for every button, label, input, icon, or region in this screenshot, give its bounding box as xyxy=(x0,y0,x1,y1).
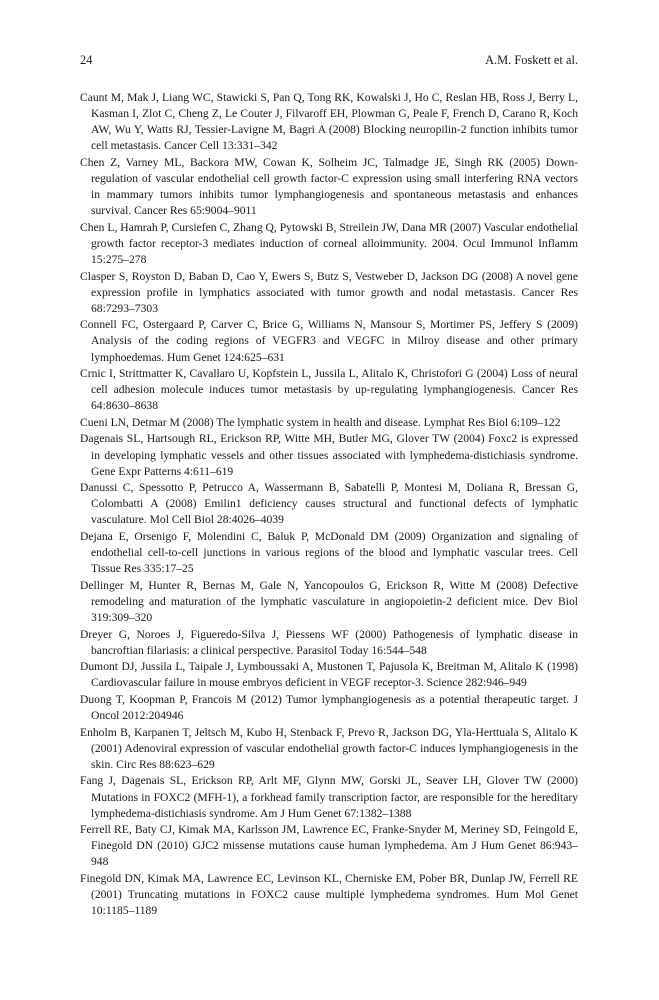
page-number: 24 xyxy=(80,53,93,67)
reference-entry: Caunt M, Mak J, Liang WC, Stawicki S, Pan Q, Tong RK, Kowalski J, Ho C, Reslan HB, Ross J, Berry L, Kasman I, Zlot C, Cheng Z, Le Couter J, Filvaroff EH, Plowman G, Peale F, French D, Carano R, Koch AW, Wu Y, Watts RJ, Tessier-Lavigne M, Bagri A (2008) Blocking neuropilin-2 function inhibits tumor cell metastasis. Cancer Cell 13:331–342 xyxy=(80,91,578,153)
reference-entry: Clasper S, Royston D, Baban D, Cao Y, Ewers S, Butz S, Vestweber D, Jackson DG (2008) A novel gene expression profile in lymphatics associated with tumor growth and nodal metastasis. Cancer Res 68:7293–7303 xyxy=(80,269,578,315)
reference-entry: Finegold DN, Kimak MA, Lawrence EC, Levinson KL, Cherniske EM, Pober BR, Dunlap JW, Ferrell RE (2001) Truncating mutations in FOXC2 cause multiple lymphedema syndromes. Hum Mol Genet 10:1185–1189 xyxy=(80,872,578,918)
reference-list xyxy=(80,90,578,920)
reference-entry: Connell FC, Ostergaard P, Carver C, Brice G, Williams N, Mansour S, Mortimer PS, Jeffery S (2009) Analysis of the coding regions of VEGFR3 and VEGFC in Milroy disease and other primary lymphoedemas. Hum Genet 124:625–631 xyxy=(80,318,578,364)
reference-entry: Chen L, Hamrah P, Cursiefen C, Zhang Q, Pytowski B, Streilein JW, Dana MR (2007) Vascular endothelial growth factor receptor-3 mediates induction of corneal alloimmunity. 2004. Ocul Immunol Inflamm 15:275–278 xyxy=(80,220,578,266)
reference-entry: Cueni LN, Detmar M (2008) The lymphatic system in health and disease. Lymphat Res Biol 6:109–122 xyxy=(80,415,561,429)
running-head: A.M. Foskett et al. xyxy=(485,53,578,67)
reference-entry: Dumont DJ, Jussila L, Taipale J, Lymboussaki A, Mustonen T, Pajusola K, Breitman M, Alitalo K (1998) Cardiovascular failure in mouse embryos deficient in VEGF receptor-3. Science 282:946–949 xyxy=(80,660,578,690)
reference-entry: Ferrell RE, Baty CJ, Kimak MA, Karlsson JM, Lawrence EC, Franke-Snyder M, Meriney SD, Feingold E, Finegold DN (2010) GJC2 missense mutations cause human lymphedema. Am J Hum Genet 86:943–948 xyxy=(80,823,578,869)
reference-entry: Enholm B, Karpanen T, Jeltsch M, Kubo H, Stenback F, Prevo R, Jackson DG, Yla-Herttuala S, Alitalo K (2001) Adenoviral expression of vascular endothelial growth factor-C induces lymphangiogenesis in the skin. Circ Res 88:623–629 xyxy=(80,725,578,771)
reference-entry: Fang J, Dagenais SL, Erickson RP, Arlt MF, Glynn MW, Gorski JL, Seaver LH, Glover TW (2000) Mutations in FOXC2 (MFH-1), a forkhead family transcription factor, are responsible for the hereditary lymphedema-distichiasis syndrome. Am J Hum Genet 67:1382–1388 xyxy=(80,774,578,820)
reference-entry: Crnic I, Strittmatter K, Cavallaro U, Kopfstein L, Jussila L, Alitalo K, Christofori G (2004) Loss of neural cell adhesion molecule induces tumor metastasis by up-regulating lymphangiogenesis. Cancer Res 64:8630–8638 xyxy=(80,367,578,413)
reference-entry: Dreyer G, Noroes J, Figueredo-Silva J, Piessens WF (2000) Pathogenesis of lymphatic disease in bancroftian filariasis: a clinical perspective. Parasitol Today 16:544–548 xyxy=(80,627,578,657)
reference-entry: Dagenais SL, Hartsough RL, Erickson RP, Witte MH, Butler MG, Glover TW (2004) Foxc2 is expressed in developing lymphatic vessels and other tissues associated with lymphedema-distichiasis syndrome. Gene Expr Patterns 4:611–619 xyxy=(80,432,578,478)
reference-entry: Dejana E, Orsenigo F, Molendini C, Baluk P, McDonald DM (2009) Organization and signaling of endothelial cell-to-cell junctions in various regions of the blood and lymphatic vascular trees. Cell Tissue Res 335:17–25 xyxy=(80,530,578,576)
reference-entry: Chen Z, Varney ML, Backora MW, Cowan K, Solheim JC, Talmadge JE, Singh RK (2005) Down-regulation of vascular endothelial cell growth factor-C expression using small interfering RNA vectors in mammary tumors inhibits tumor lymphangiogenesis and spontaneous metastasis and enhances survival. Cancer Res 65:9004–9011 xyxy=(80,155,578,218)
reference-entry: Duong T, Koopman P, Francois M (2012) Tumor lymphangiogenesis as a potential therapeutic target. J Oncol 2012:204946 xyxy=(80,692,578,723)
reference-entry: Dellinger M, Hunter R, Bernas M, Gale N, Yancopoulos G, Erickson R, Witte M (2008) Defective remodeling and maturation of the lymphatic vasculature in angiopoietin-2 deficient mice. Dev Biol 319:309–320 xyxy=(80,578,578,624)
reference-entry: Danussi C, Spessotto P, Petrucco A, Wassermann B, Sabatelli P, Montesi M, Doliana R, Bressan G, Colombatti A (2008) Emilin1 deficiency causes structural and functional defects of lymphatic vasculature. Mol Cell Biol 28:4026–4039 xyxy=(80,481,578,527)
